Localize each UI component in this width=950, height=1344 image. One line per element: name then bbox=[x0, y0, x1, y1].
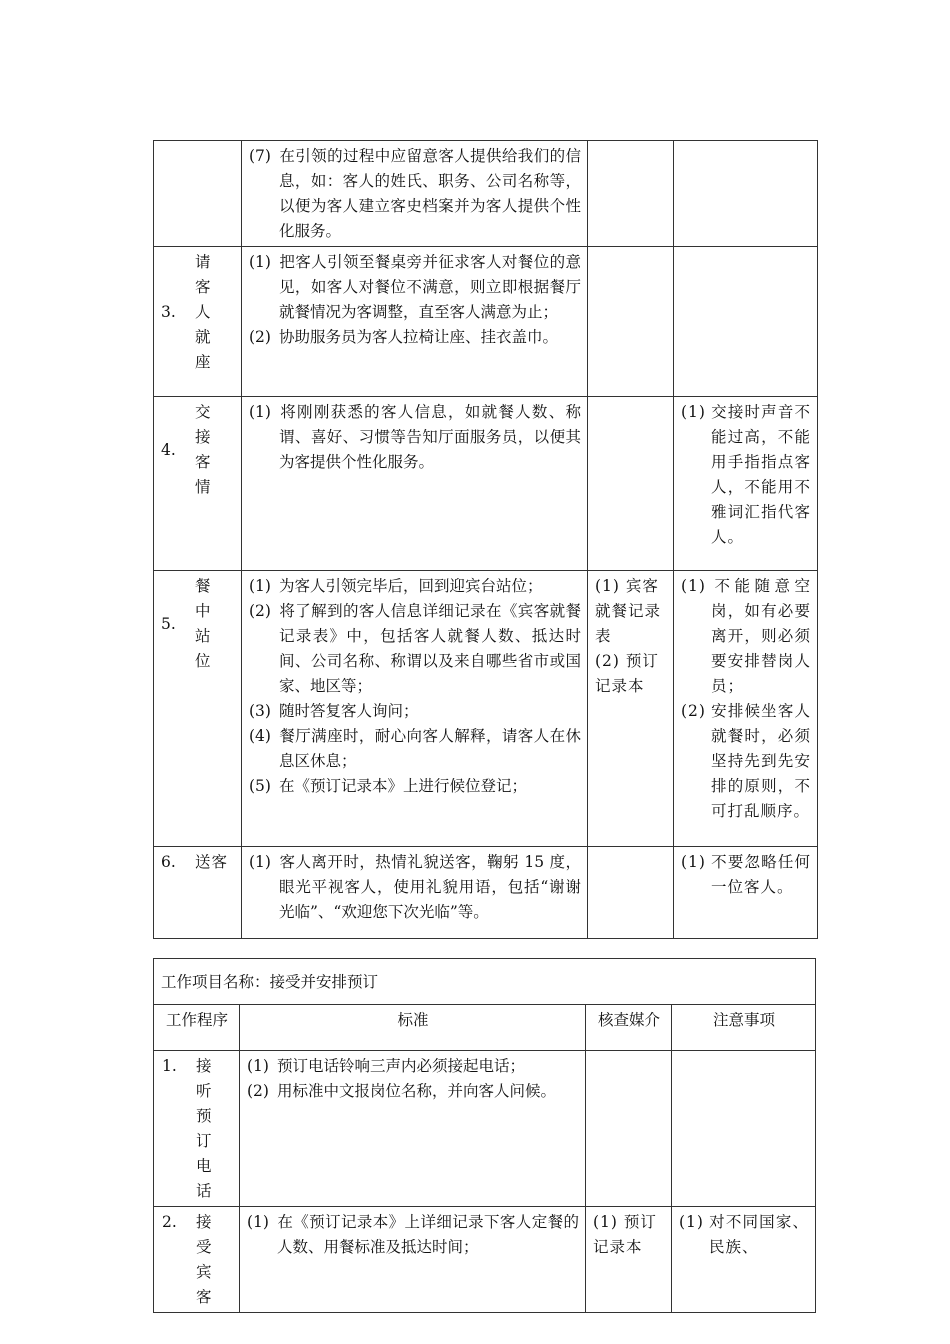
notes-cell bbox=[674, 247, 818, 397]
standard-text: 用标准中文报岗位名称，并向客人问候。 bbox=[277, 1082, 557, 1100]
step-title: 送客 bbox=[195, 853, 229, 871]
note-item: (1) 不要忽略任何一位客人。 bbox=[681, 853, 811, 896]
step-cell bbox=[154, 1207, 240, 1313]
step-number: 4. bbox=[161, 440, 176, 459]
standard-text: 在《预订记录本》上详细记录下客人定餐的人数、用餐标准及抵达时间； bbox=[277, 1213, 579, 1256]
media-item: (1) 预订记录本 bbox=[593, 1213, 657, 1256]
step-number: 1. bbox=[162, 1057, 177, 1075]
table-row bbox=[154, 397, 818, 571]
step-number: 5. bbox=[161, 614, 176, 633]
step-cell bbox=[154, 397, 242, 571]
standard-text: 协助服务员为客人拉椅让座、挂衣盖巾。 bbox=[279, 328, 559, 346]
step-title: 请客人就座 bbox=[195, 253, 212, 371]
step-title: 餐中站位 bbox=[195, 577, 212, 670]
header-notes: 注意事项 bbox=[672, 1005, 816, 1051]
step-title: 接受宾客 bbox=[196, 1213, 213, 1306]
header-media: 核查媒介 bbox=[586, 1005, 672, 1051]
media-cell bbox=[586, 1051, 672, 1207]
note-text: 不要忽略任何一位客人。 bbox=[711, 853, 811, 896]
notes-cell bbox=[672, 1207, 816, 1313]
note-text: 对不同国家、民族、 bbox=[709, 1213, 809, 1256]
step-cell bbox=[154, 847, 242, 939]
standard-item: (2) 用标准中文报岗位名称，并向客人问候。 bbox=[247, 1082, 557, 1100]
note-text: 交接时声音不能过高，不能用手指指点客人，不能用不雅词汇指代客人。 bbox=[711, 403, 811, 546]
standards-cell bbox=[240, 1051, 586, 1207]
standard-text: 客人离开时，热情礼貌送客，鞠躬 15 度，眼光平视客人，使用礼貌用语，包括“谢谢光临”、“欢迎您下次光临”等。 bbox=[279, 853, 581, 921]
note-item: (1) 对不同国家、民族、 bbox=[679, 1213, 809, 1256]
step-cell bbox=[154, 571, 242, 847]
standard-item: (4) 餐厅满座时，耐心向客人解释，请客人在休息区休息； bbox=[249, 727, 581, 770]
standards-cell bbox=[240, 1207, 586, 1313]
notes-cell bbox=[674, 141, 818, 247]
standards-cell bbox=[242, 571, 588, 847]
work-item-title: 工作项目名称：接受并安排预订 bbox=[154, 959, 816, 1005]
step-number: 2. bbox=[162, 1213, 177, 1231]
step-number: 6. bbox=[161, 853, 176, 871]
standard-item: (1) 把客人引领至餐桌旁并征求客人对餐位的意见，如客人对餐位不满意，则立即根据餐厅就餐情况为客调整，直至客人满意为止； bbox=[249, 253, 581, 321]
note-item: (2) 安排候坐客人就餐时，必须坚持先到先安排的原则，不可打乱顺序。 bbox=[681, 702, 811, 820]
note-text: 不能随意空岗，如有必要离开，则必须要安排替岗人员； bbox=[711, 577, 811, 695]
reservation-procedure-table bbox=[153, 958, 816, 1313]
media-cell bbox=[588, 397, 674, 571]
standard-text: 在《预订记录本》上进行候位登记； bbox=[279, 777, 528, 795]
standard-item: (1) 将刚刚获悉的客人信息，如就餐人数、称谓、喜好、习惯等告知厅面服务员，以便其为客提供个性化服务。 bbox=[249, 403, 581, 471]
standard-text: 将刚刚获悉的客人信息，如就餐人数、称谓、喜好、习惯等告知厅面服务员，以便其为客提供个性化服务。 bbox=[279, 403, 581, 471]
standard-text: 在引领的过程中应留意客人提供给我们的信息，如：客人的姓氏、职务、公司名称等，以便为客人建立客史档案并为客人提供个性化服务。 bbox=[279, 147, 581, 240]
notes-cell bbox=[672, 1051, 816, 1207]
table-row bbox=[154, 247, 818, 397]
header-standard: 标准 bbox=[240, 1005, 586, 1051]
table-title-row bbox=[154, 959, 816, 1005]
standards-cell bbox=[242, 141, 588, 247]
media-item: (2) 预订记录本 bbox=[595, 652, 659, 695]
step-cell bbox=[154, 1051, 240, 1207]
note-text: 安排候坐客人就餐时，必须坚持先到先安排的原则，不可打乱顺序。 bbox=[711, 702, 811, 820]
table-header-row bbox=[154, 1005, 816, 1051]
step-title: 接听预订电话 bbox=[196, 1057, 213, 1200]
standards-cell bbox=[242, 847, 588, 939]
media-cell bbox=[588, 247, 674, 397]
standard-item: (1) 客人离开时，热情礼貌送客，鞠躬 15 度，眼光平视客人，使用礼貌用语，包括“谢谢光临”、“欢迎您下次光临”等。 bbox=[249, 853, 581, 921]
header-procedure: 工作程序 bbox=[154, 1005, 240, 1051]
standard-item: (1) 为客人引领完毕后，回到迎宾台站位； bbox=[249, 577, 543, 595]
standard-text: 把客人引领至餐桌旁并征求客人对餐位的意见，如客人对餐位不满意，则立即根据餐厅就餐情况为客调整，直至客人满意为止； bbox=[279, 253, 581, 321]
standard-text: 餐厅满座时，耐心向客人解释，请客人在休息区休息； bbox=[279, 727, 581, 770]
standard-item: (1) 在《预订记录本》上详细记录下客人定餐的人数、用餐标准及抵达时间； bbox=[247, 1213, 579, 1256]
standard-text: 预订电话铃响三声内必须接起电话； bbox=[277, 1057, 526, 1075]
media-cell bbox=[586, 1207, 672, 1313]
notes-cell bbox=[674, 847, 818, 939]
standard-item: (2) 协助服务员为客人拉椅让座、挂衣盖巾。 bbox=[249, 328, 559, 346]
media-item: (1) 宾客就餐记录表 bbox=[595, 577, 662, 645]
standard-text: 将了解到的客人信息详细记录在《宾客就餐记录表》中，包括客人就餐人数、抵达时间、公司名称、称谓以及来自哪些省市或国家、地区等； bbox=[279, 602, 581, 695]
step-number: 3. bbox=[161, 303, 176, 321]
note-item: (1) 不能随意空岗，如有必要离开，则必须要安排替岗人员； bbox=[681, 577, 811, 695]
step-cell bbox=[154, 141, 242, 247]
standard-item: (7) 在引领的过程中应留意客人提供给我们的信息，如：客人的姓氏、职务、公司名称等，以便为客人建立客史档案并为客人提供个性化服务。 bbox=[249, 147, 581, 240]
note-item: (1) 交接时声音不能过高，不能用手指指点客人，不能用不雅词汇指代客人。 bbox=[681, 403, 811, 546]
procedure-table-continued bbox=[153, 140, 818, 939]
table-row bbox=[154, 847, 818, 939]
standard-text: 为客人引领完毕后，回到迎宾台站位； bbox=[279, 577, 543, 595]
step-cell bbox=[154, 247, 242, 397]
notes-cell bbox=[674, 397, 818, 571]
notes-cell bbox=[674, 571, 818, 847]
standard-item: (2) 将了解到的客人信息详细记录在《宾客就餐记录表》中，包括客人就餐人数、抵达时间、公司名称、称谓以及来自哪些省市或国家、地区等； bbox=[249, 602, 581, 695]
standard-text: 随时答复客人询问； bbox=[279, 702, 419, 720]
table-row bbox=[154, 1051, 816, 1207]
media-cell bbox=[588, 847, 674, 939]
standards-cell bbox=[242, 397, 588, 571]
standard-item: (3) 随时答复客人询问； bbox=[249, 702, 419, 720]
table-row bbox=[154, 141, 818, 247]
standards-cell bbox=[242, 247, 588, 397]
table-row bbox=[154, 1207, 816, 1313]
standard-item: (1) 预订电话铃响三声内必须接起电话； bbox=[247, 1057, 526, 1075]
table-row bbox=[154, 571, 818, 847]
media-cell bbox=[588, 571, 674, 847]
media-cell bbox=[588, 141, 674, 247]
standard-item: (5) 在《预订记录本》上进行候位登记； bbox=[249, 777, 528, 795]
step-title: 交接客情 bbox=[195, 403, 212, 496]
